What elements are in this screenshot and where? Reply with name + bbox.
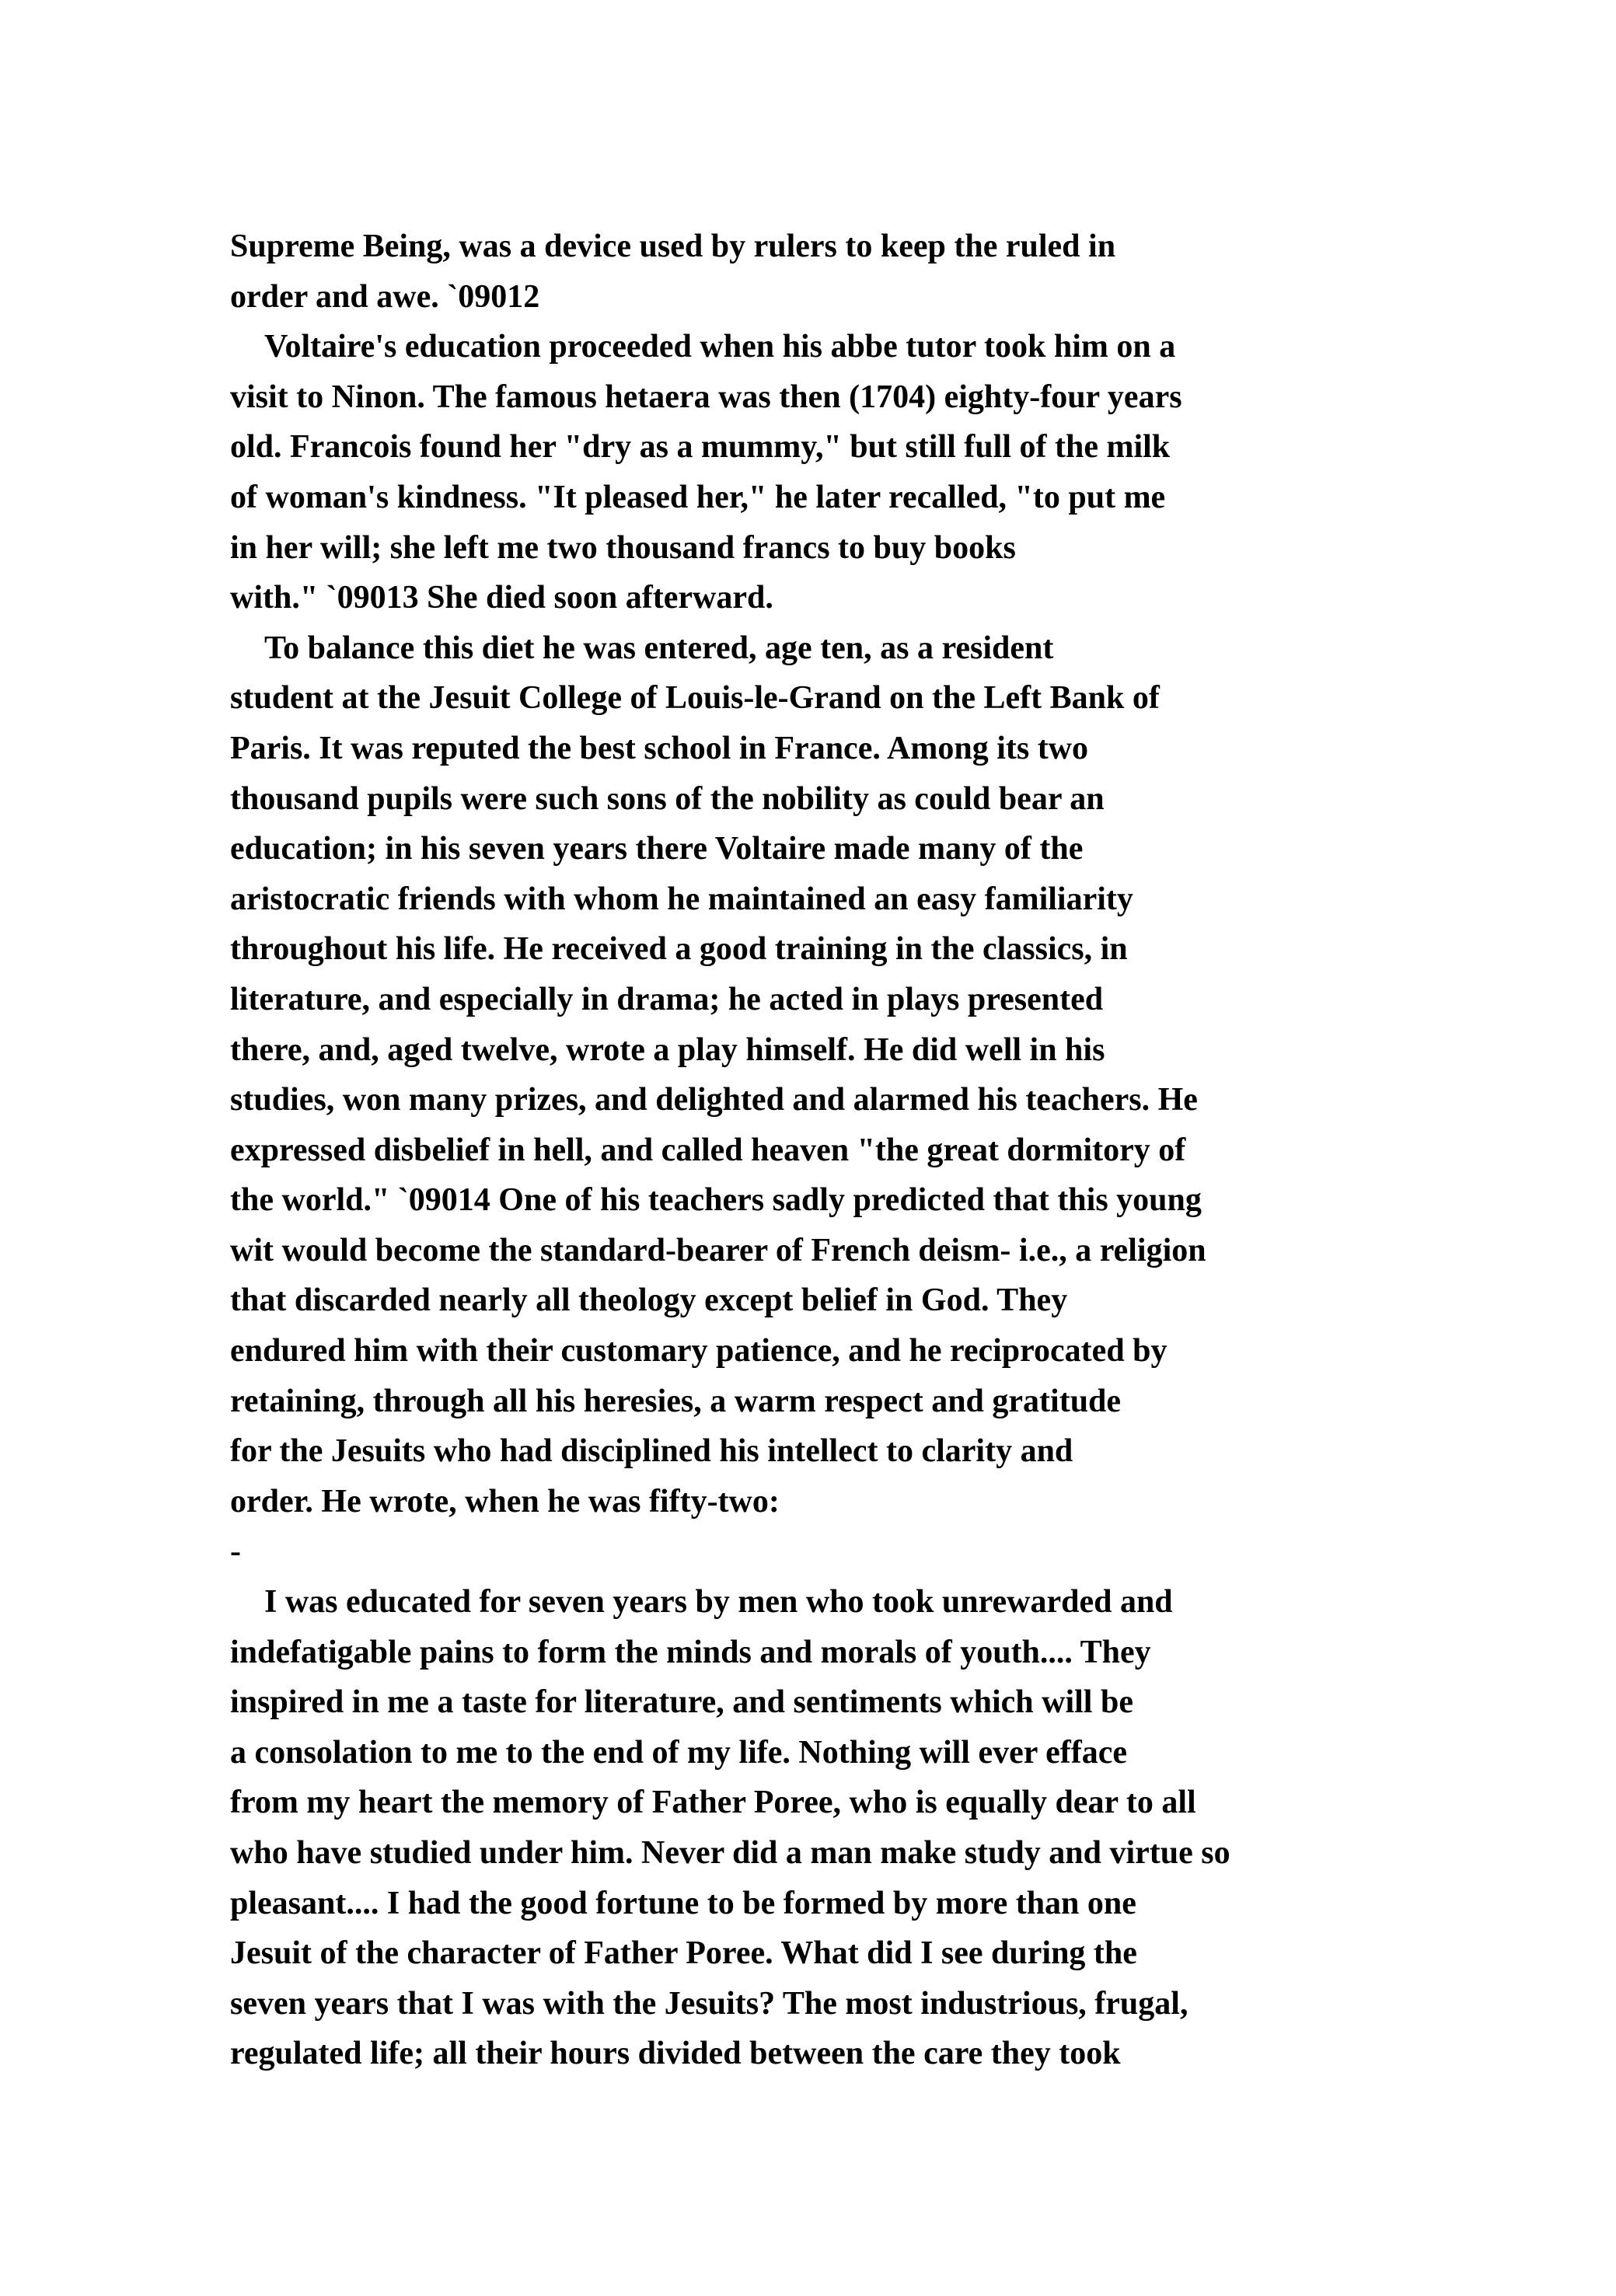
text-line: old. Francois found her "dry as a mummy," but still full of the milk: [230, 429, 1171, 466]
quote-line: from my heart the memory of Father Poree, who is equally dear to all: [230, 1785, 1196, 1821]
text-line: there, and, aged twelve, wrote a play himself. He did well in his: [230, 1031, 1105, 1068]
text-line: To balance this diet he was entered, age ten, as a resident: [264, 630, 1054, 666]
text-line: student at the Jesuit College of Louis-le-Grand on the Left Bank of: [230, 680, 1160, 717]
text-line: order and awe. `09012: [230, 278, 540, 315]
text-line: with." `09013 She died soon afterward.: [230, 580, 773, 616]
text-line: retaining, through all his heresies, a warm respect and gratitude: [230, 1383, 1122, 1419]
text-line: Voltaire's education proceeded when his abbe tutor took him on a: [264, 329, 1176, 365]
quote-line: who have studied under him. Never did a man make study and virtue so: [230, 1835, 1230, 1871]
text-line: Supreme Being, was a device used by rulers to keep the ruled in: [230, 229, 1116, 264]
text-line: the world." `09014 One of his teachers sadly predicted that this young: [230, 1182, 1202, 1219]
quote-line: pleasant.... I had the good fortune to be formed by more than one: [230, 1885, 1136, 1921]
quote-line: indefatigable pains to form the minds and morals of youth.... They: [230, 1634, 1151, 1670]
text-line: thousand pupils were such sons of the nobility as could bear an: [230, 780, 1105, 817]
text-line: expressed disbelief in hell, and called heaven "the great dormitory of: [230, 1132, 1186, 1168]
text-line: education; in his seven years there Voltaire made many of the: [230, 831, 1084, 867]
text-line: aristocratic friends with whom he maintained an easy familiarity: [230, 881, 1133, 917]
body-text: [230, 222, 1567, 2079]
text-line: wit would become the standard-bearer of French deism- i.e., a religion: [230, 1232, 1206, 1268]
quote-line: inspired in me a taste for literature, and sentiments which will be: [230, 1684, 1133, 1721]
quote-line: regulated life; all their hours divided between the care they took: [230, 2036, 1121, 2072]
text-line: Paris. It was reputed the best school in France. Among its two: [230, 730, 1089, 766]
text-line: throughout his life. He received a good training in the classics, in: [230, 931, 1128, 968]
quote-line: a consolation to me to the end of my life. Nothing will ever efface: [230, 1734, 1128, 1771]
text-line: order. He wrote, when he was fifty-two:: [230, 1483, 780, 1520]
text-line: literature, and especially in drama; he acted in plays presented: [230, 981, 1104, 1017]
text-line: for the Jesuits who had disciplined his intellect to clarity and: [230, 1433, 1073, 1470]
quote-line: I was educated for seven years by men who took unrewarded and: [264, 1584, 1173, 1621]
quote-line: seven years that I was with the Jesuits? The most industrious, frugal,: [230, 1985, 1188, 2022]
text-line: studies, won many prizes, and delighted and alarmed his teachers. He: [230, 1082, 1198, 1118]
text-line: endured him with their customary patience, and he reciprocated by: [230, 1333, 1167, 1370]
text-line: of woman's kindness. "It pleased her," he later recalled, "to put me: [230, 479, 1166, 515]
quote-line: Jesuit of the character of Father Poree. What did I see during the: [230, 1935, 1137, 1972]
separator-dash: -: [230, 1534, 241, 1570]
text-line: that discarded nearly all theology except belief in God. They: [230, 1282, 1068, 1319]
text-line: visit to Ninon. The famous hetaera was then (1704) eighty-four years: [230, 379, 1182, 415]
text-line: in her will; she left me two thousand francs to buy books: [230, 529, 1016, 566]
